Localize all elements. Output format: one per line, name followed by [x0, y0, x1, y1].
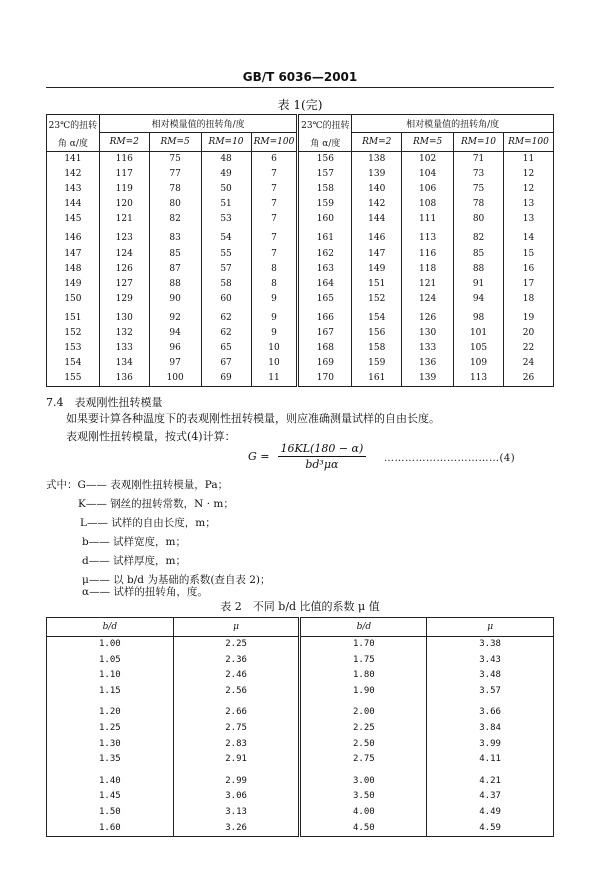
value-cell: 80: [454, 212, 504, 227]
table-row: [47, 292, 554, 307]
value-cell: 96: [149, 341, 201, 356]
value-cell: 75: [149, 152, 201, 168]
value-cell: 120: [99, 197, 149, 212]
value-cell: 49: [201, 167, 251, 182]
table-row: [47, 341, 554, 356]
value-cell: 161: [352, 371, 402, 387]
value-cell: 75: [454, 182, 504, 197]
table-row: [47, 789, 554, 805]
ratio-cell: 1.60: [99, 822, 121, 833]
coefficient-cell: 3.84: [427, 721, 554, 737]
ratio-cell: 2.50: [300, 737, 427, 753]
value-cell: 100: [149, 371, 201, 387]
formula: [248, 442, 366, 471]
angle-cell: 160: [298, 212, 352, 227]
angle-cell: 157: [298, 167, 352, 182]
value-cell: 18: [504, 292, 554, 307]
value-cell: 159: [352, 356, 402, 371]
value-cell: 12: [504, 167, 554, 182]
value-cell: 88: [149, 277, 201, 292]
value-cell: 158: [352, 341, 402, 356]
value-cell: 67: [201, 356, 251, 371]
coefficient-cell: 3.66: [427, 699, 554, 721]
value-cell: 53: [201, 212, 251, 227]
coefficient-cell: 4.11: [427, 752, 554, 768]
ratio-cell: 1.75: [300, 653, 427, 669]
coefficient-cell: 2.75: [173, 721, 300, 737]
ratio-cell: 1.70: [300, 637, 427, 653]
angle-cell: 169: [298, 356, 352, 371]
value-cell: 8: [251, 277, 298, 292]
value-cell: 136: [402, 356, 454, 371]
angle-cell: 154: [64, 358, 82, 369]
table2-header: μ: [173, 618, 300, 637]
table-row: [47, 721, 554, 737]
table1-caption: 表 1(完): [277, 98, 323, 112]
value-cell: 82: [454, 227, 504, 246]
where-line: 式中：G—— 表观刚性扭转模量，Pa；: [46, 479, 229, 491]
header-temp-line2: 角 α/度: [310, 138, 341, 149]
table-row: [47, 227, 554, 246]
value-cell: 7: [251, 212, 298, 227]
header-temp-line1: 23℃的扭转: [301, 120, 350, 131]
angle-cell: 165: [298, 292, 352, 307]
value-cell: 118: [402, 262, 454, 277]
coefficient-cell: 4.37: [427, 789, 554, 805]
value-cell: 57: [201, 262, 251, 277]
value-cell: 140: [352, 182, 402, 197]
where-line: K—— 钢丝的扭转常数，N · m；: [78, 498, 234, 510]
ratio-cell: 2.00: [300, 699, 427, 721]
value-cell: 90: [149, 292, 201, 307]
value-cell: 8: [251, 262, 298, 277]
angle-cell: 144: [64, 199, 82, 210]
coefficient-cell: 3.99: [427, 737, 554, 753]
value-cell: 116: [99, 152, 149, 168]
table-row: [47, 752, 554, 768]
value-cell: 146: [352, 227, 402, 246]
angle-cell: 149: [64, 278, 82, 289]
value-cell: 9: [251, 292, 298, 307]
value-cell: 104: [402, 167, 454, 182]
rm-header: RM=2: [99, 133, 149, 152]
table1-header-temp-left: [47, 115, 100, 152]
value-cell: 11: [504, 152, 554, 168]
header-temp-line2: 角 α/度: [57, 138, 88, 149]
value-cell: 62: [201, 307, 251, 326]
formula-lhs: G =: [248, 450, 270, 463]
value-cell: 16: [504, 262, 554, 277]
value-cell: 82: [149, 212, 201, 227]
angle-cell: 168: [298, 341, 352, 356]
table-row: [47, 637, 554, 653]
value-cell: 24: [504, 356, 554, 371]
table-row: [47, 182, 554, 197]
value-cell: 102: [402, 152, 454, 168]
angle-cell: 166: [298, 307, 352, 326]
value-cell: 83: [149, 227, 201, 246]
value-cell: 78: [149, 182, 201, 197]
paragraph-free-length: 如果要计算各种温度下的表观刚性扭转模量，则应准确测量试样的自由长度。: [66, 412, 440, 425]
coefficient-cell: 2.66: [173, 699, 300, 721]
ratio-cell: 4.00: [300, 805, 427, 821]
value-cell: 133: [402, 341, 454, 356]
angle-cell: 146: [64, 233, 82, 244]
value-cell: 119: [99, 182, 149, 197]
angle-cell: 145: [64, 214, 82, 225]
table2-header: b/d: [47, 618, 174, 637]
value-cell: 9: [251, 326, 298, 341]
value-cell: 116: [402, 247, 454, 262]
value-cell: 9: [251, 307, 298, 326]
value-cell: 19: [504, 307, 554, 326]
value-cell: 15: [504, 247, 554, 262]
value-cell: 22: [504, 341, 554, 356]
coefficient-cell: 3.43: [427, 653, 554, 669]
header-rule: [46, 87, 554, 88]
value-cell: 54: [201, 227, 251, 246]
formula-denominator: bd³μα: [305, 458, 339, 471]
ratio-cell: 1.45: [99, 791, 121, 802]
value-cell: 134: [99, 356, 149, 371]
table-row: [47, 247, 554, 262]
table-row: [47, 805, 554, 821]
angle-cell: 158: [298, 182, 352, 197]
table-row: [47, 653, 554, 669]
table2-caption: 表 2 不同 b/d 比值的系数 μ 值: [220, 600, 380, 613]
ratio-cell: 1.90: [300, 684, 427, 700]
value-cell: 124: [99, 247, 149, 262]
coefficient-cell: 2.91: [173, 752, 300, 768]
table-row: [47, 737, 554, 753]
value-cell: 51: [201, 197, 251, 212]
angle-cell: 155: [64, 373, 82, 384]
value-cell: 6: [251, 152, 298, 168]
ratio-cell: 1.80: [300, 668, 427, 684]
value-cell: 113: [402, 227, 454, 246]
table-row: [47, 371, 554, 387]
table-row: [47, 356, 554, 371]
table1: [46, 114, 554, 387]
where-line: b—— 试样宽度，m；: [82, 536, 187, 548]
angle-cell: 162: [298, 247, 352, 262]
value-cell: 130: [402, 326, 454, 341]
table1-header-group-right: 相对模量值的扭转角/度: [352, 115, 554, 133]
table-row: [47, 668, 554, 684]
value-cell: 138: [352, 152, 402, 168]
coefficient-cell: 4.59: [427, 821, 554, 837]
value-cell: 58: [201, 277, 251, 292]
coefficient-cell: 3.57: [427, 684, 554, 700]
coefficient-cell: 2.99: [173, 768, 300, 790]
coefficient-cell: 3.26: [173, 821, 300, 837]
value-cell: 113: [454, 371, 504, 387]
value-cell: 130: [99, 307, 149, 326]
value-cell: 121: [402, 277, 454, 292]
value-cell: 85: [149, 247, 201, 262]
value-cell: 139: [402, 371, 454, 387]
value-cell: 136: [99, 371, 149, 387]
angle-cell: 164: [298, 277, 352, 292]
ratio-cell: 1.15: [99, 685, 121, 696]
table-row: [47, 262, 554, 277]
value-cell: 69: [201, 371, 251, 387]
value-cell: 144: [352, 212, 402, 227]
value-cell: 117: [99, 167, 149, 182]
table-row: [47, 699, 554, 721]
value-cell: 106: [402, 182, 454, 197]
value-cell: 94: [454, 292, 504, 307]
coefficient-cell: 2.83: [173, 737, 300, 753]
formula-fraction: [278, 442, 367, 471]
value-cell: 121: [99, 212, 149, 227]
where-line: L—— 试样的自由长度，m；: [80, 517, 216, 529]
angle-cell: 151: [64, 312, 82, 323]
table-row: [47, 152, 554, 168]
table-row: [47, 326, 554, 341]
table-row: [47, 212, 554, 227]
table1-header-temp-right: [298, 115, 352, 152]
table1-header-group-left: 相对模量值的扭转角/度: [99, 115, 298, 133]
value-cell: 127: [99, 277, 149, 292]
value-cell: 55: [201, 247, 251, 262]
value-cell: 132: [99, 326, 149, 341]
table-row: [47, 684, 554, 700]
value-cell: 108: [402, 197, 454, 212]
ratio-cell: 4.50: [300, 821, 427, 837]
ratio-cell: 2.75: [300, 752, 427, 768]
rm-header: RM=10: [201, 133, 251, 152]
angle-cell: 143: [64, 184, 82, 195]
angle-cell: 153: [64, 343, 82, 354]
value-cell: 11: [251, 371, 298, 387]
value-cell: 151: [352, 277, 402, 292]
ratio-cell: 1.35: [99, 754, 121, 765]
table-row: [47, 307, 554, 326]
header-temp-line1: 23℃的扭转: [48, 120, 98, 131]
angle-cell: 170: [298, 371, 352, 387]
value-cell: 60: [201, 292, 251, 307]
angle-cell: 141: [64, 154, 82, 164]
coefficient-cell: 3.13: [173, 805, 300, 821]
value-cell: 10: [251, 341, 298, 356]
value-cell: 7: [251, 227, 298, 246]
value-cell: 133: [99, 341, 149, 356]
where-line: α—— 试样的扭转角，度。: [82, 586, 208, 598]
value-cell: 139: [352, 167, 402, 182]
value-cell: 88: [454, 262, 504, 277]
value-cell: 12: [504, 182, 554, 197]
value-cell: 147: [352, 247, 402, 262]
value-cell: 123: [99, 227, 149, 246]
value-cell: 156: [352, 326, 402, 341]
rm-header: RM=5: [149, 133, 201, 152]
value-cell: 126: [99, 262, 149, 277]
value-cell: 26: [504, 371, 554, 387]
value-cell: 129: [99, 292, 149, 307]
angle-cell: 167: [298, 326, 352, 341]
angle-cell: 142: [64, 169, 82, 180]
table2-header: μ: [427, 618, 554, 637]
value-cell: 105: [454, 341, 504, 356]
angle-cell: 161: [298, 227, 352, 246]
table-row: [47, 821, 554, 837]
rm-header: RM=10: [454, 133, 504, 152]
value-cell: 91: [454, 277, 504, 292]
value-cell: 62: [201, 326, 251, 341]
value-cell: 152: [352, 292, 402, 307]
coefficient-cell: 4.21: [427, 768, 554, 790]
table2: [46, 617, 554, 837]
coefficient-cell: 3.48: [427, 668, 554, 684]
angle-cell: 148: [64, 263, 82, 274]
table-row: [47, 197, 554, 212]
coefficient-cell: 3.38: [427, 637, 554, 653]
ratio-cell: 1.00: [99, 639, 121, 649]
value-cell: 85: [454, 247, 504, 262]
value-cell: 73: [454, 167, 504, 182]
value-cell: 149: [352, 262, 402, 277]
ratio-cell: 1.30: [99, 738, 121, 749]
value-cell: 17: [504, 277, 554, 292]
ratio-cell: 1.05: [99, 654, 121, 665]
value-cell: 154: [352, 307, 402, 326]
ratio-cell: 1.10: [99, 670, 121, 681]
coefficient-cell: 2.36: [173, 653, 300, 669]
value-cell: 20: [504, 326, 554, 341]
value-cell: 78: [454, 197, 504, 212]
value-cell: 101: [454, 326, 504, 341]
value-cell: 13: [504, 212, 554, 227]
value-cell: 126: [402, 307, 454, 326]
ratio-cell: 2.25: [300, 721, 427, 737]
coefficient-cell: 3.06: [173, 789, 300, 805]
rm-header: RM=100: [251, 133, 298, 152]
paragraph-formula-intro: 表观刚性扭转模量，按式(4)计算：: [66, 430, 236, 443]
rm-header: RM=5: [402, 133, 454, 152]
value-cell: 7: [251, 197, 298, 212]
angle-cell: 159: [298, 197, 352, 212]
ratio-cell: 3.00: [300, 768, 427, 790]
value-cell: 77: [149, 167, 201, 182]
ratio-cell: 3.50: [300, 789, 427, 805]
value-cell: 142: [352, 197, 402, 212]
value-cell: 80: [149, 197, 201, 212]
angle-cell: 156: [298, 152, 352, 168]
value-cell: 92: [149, 307, 201, 326]
value-cell: 97: [149, 356, 201, 371]
where-line: μ—— 以 b/d 为基础的系数(查自表 2)；: [82, 574, 271, 586]
table-row: [47, 277, 554, 292]
value-cell: 7: [251, 182, 298, 197]
table-row: [47, 768, 554, 790]
value-cell: 98: [454, 307, 504, 326]
rm-header: RM=100: [504, 133, 554, 152]
ratio-cell: 1.40: [99, 775, 121, 786]
coefficient-cell: 2.56: [173, 684, 300, 700]
value-cell: 10: [251, 356, 298, 371]
ratio-cell: 1.25: [99, 722, 121, 733]
table2-header: b/d: [300, 618, 427, 637]
standard-number: GB/T 6036—2001: [242, 70, 358, 84]
value-cell: 65: [201, 341, 251, 356]
value-cell: 13: [504, 197, 554, 212]
value-cell: 124: [402, 292, 454, 307]
value-cell: 71: [454, 152, 504, 168]
value-cell: 48: [201, 152, 251, 168]
angle-cell: 147: [64, 248, 82, 259]
ratio-cell: 1.50: [99, 806, 121, 817]
ratio-cell: 1.20: [99, 707, 121, 718]
value-cell: 7: [251, 167, 298, 182]
value-cell: 94: [149, 326, 201, 341]
angle-cell: 152: [64, 328, 82, 339]
rm-header: RM=2: [352, 133, 402, 152]
value-cell: 7: [251, 247, 298, 262]
value-cell: 50: [201, 182, 251, 197]
angle-cell: 150: [64, 293, 82, 304]
angle-cell: 163: [298, 262, 352, 277]
value-cell: 109: [454, 356, 504, 371]
value-cell: 111: [402, 212, 454, 227]
coefficient-cell: 2.25: [173, 637, 300, 653]
formula-numerator: 16KL(180 − α): [278, 442, 367, 457]
table-row: [47, 167, 554, 182]
coefficient-cell: 4.49: [427, 805, 554, 821]
value-cell: 14: [504, 227, 554, 246]
where-line: d—— 试样厚度，m；: [82, 555, 187, 567]
value-cell: 87: [149, 262, 201, 277]
coefficient-cell: 2.46: [173, 668, 300, 684]
section-title: 7.4 表观刚性扭转模量: [46, 396, 163, 409]
formula-number: ……………………………(4): [384, 453, 516, 464]
